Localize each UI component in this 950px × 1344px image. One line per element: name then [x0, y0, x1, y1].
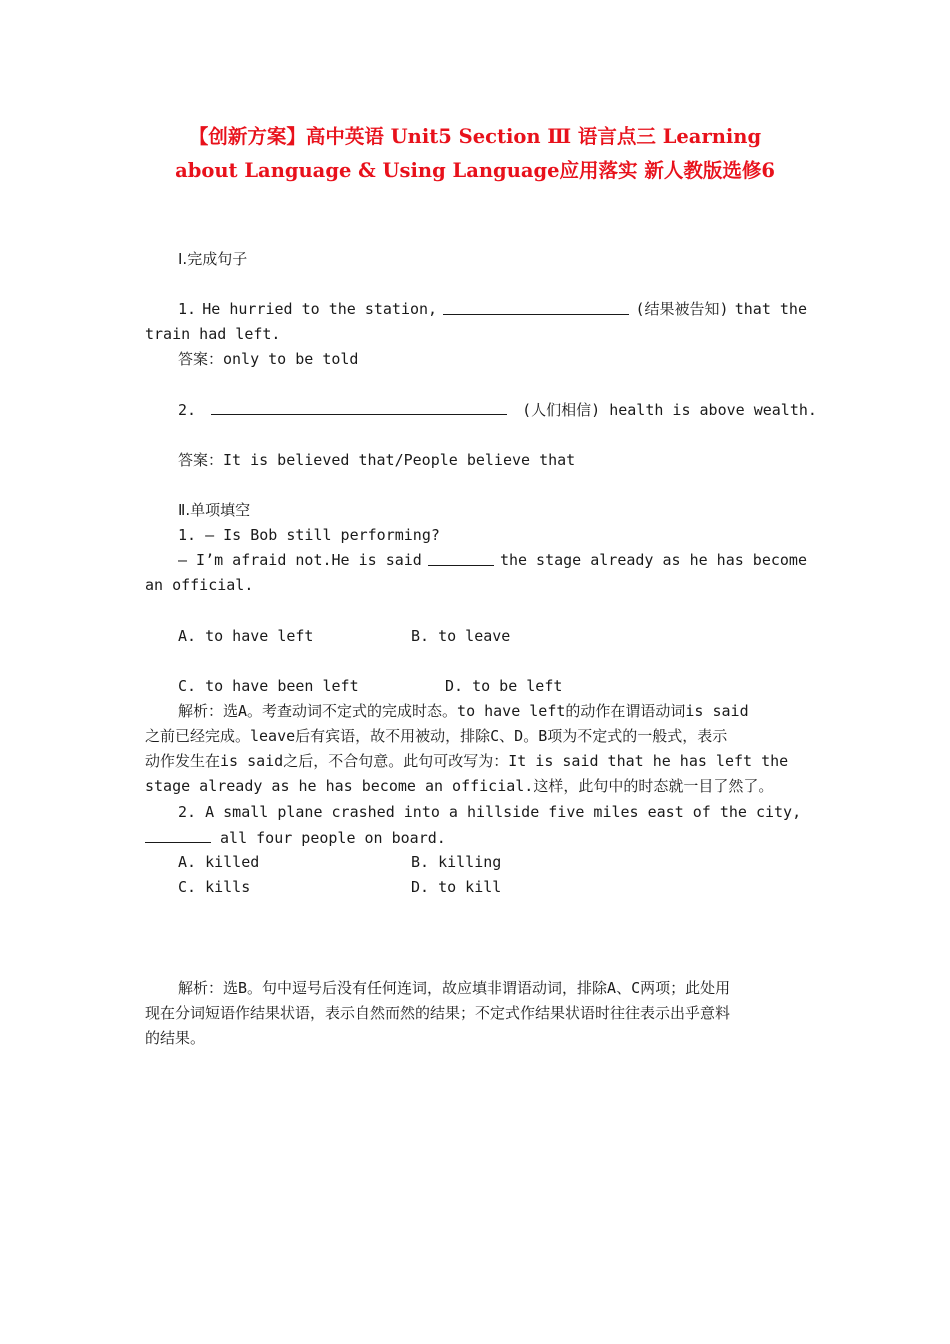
- s1-question1-line2: train had left.: [145, 325, 281, 343]
- q-text-end: that the: [734, 300, 807, 318]
- q-text: He hurried to the station,: [202, 300, 438, 318]
- s2-q1-explanation-line2: 之前已经完成。leave后有宾语，故不用被动，排除C、D。B项为不定式的一般式，表示: [145, 727, 728, 745]
- s2-q2-explanation-line2: 现在分词短语作结果状语，表示自然而然的结果；不定式作结果状语时往往表示出乎意料: [145, 1004, 731, 1022]
- q-text-end: the stage already as he has become: [499, 551, 807, 569]
- q-number: 1.: [178, 300, 197, 318]
- answer-blank[interactable]: [443, 299, 629, 315]
- option-a: A. to have left: [178, 627, 314, 645]
- s1-answer2: 答案：It is believed that/People believe that: [178, 451, 576, 469]
- s2-q1-explanation-line3: 动作发生在is said之后，不合句意。此句可改写为：It is said that he has left the: [145, 752, 789, 770]
- s1-question1-line1: [178, 299, 807, 319]
- s2-q1-explanation-line1: 解析：选A。考查动词不定式的完成时态。to have left的动作在谓语动词is said: [178, 702, 749, 720]
- s2-question2-line1: 2. A small plane crashed into a hillside five miles east of the city,: [178, 803, 802, 821]
- document-title-line2: about Language & Using Language应用落实 新人教版选修6: [175, 159, 775, 182]
- option-b: B. killing: [411, 853, 502, 871]
- option-c: C. to have been left: [178, 677, 359, 695]
- q-hint: (结果被告知): [635, 300, 729, 318]
- q-text: all four people on board.: [220, 829, 446, 847]
- section2-heading: Ⅱ.单项填空: [178, 501, 251, 519]
- s2-q1-explanation-line4: stage already as he has become an official.这样，此句中的时态就一目了然了。: [145, 777, 774, 795]
- answer-blank[interactable]: [428, 550, 494, 566]
- s2-q2-explanation-line1: 解析：选B。句中逗号后没有任何连词，故应填非谓语动词，排除A、C两项；此处用: [178, 979, 731, 997]
- s1-answer1: 答案：only to be told: [178, 350, 359, 368]
- option-c: C. kills: [178, 878, 251, 896]
- document-title-line1: 【创新方案】高中英语 Unit5 Section Ⅲ 语言点三 Learning: [188, 125, 762, 148]
- s1-question2: [178, 399, 817, 420]
- q-text: — I’m afraid not.He is said: [178, 551, 422, 569]
- s2-question1-line3: an official.: [145, 576, 254, 594]
- q-text: health is above wealth.: [609, 401, 817, 419]
- option-b: B. to leave: [411, 627, 511, 645]
- q-hint: (人们相信): [522, 401, 601, 419]
- answer-blank[interactable]: [145, 827, 211, 843]
- option-a: A. killed: [178, 853, 260, 871]
- s2-question1-line1: 1. — Is Bob still performing?: [178, 526, 440, 544]
- s2-q2-explanation-line3: 的结果。: [145, 1029, 206, 1047]
- option-d: D. to be left: [445, 677, 563, 695]
- s2-question2-line2: [145, 827, 446, 848]
- s2-question1-line2: [178, 550, 807, 570]
- answer-blank[interactable]: [211, 399, 507, 415]
- q-number: 2.: [178, 401, 197, 419]
- option-d: D. to kill: [411, 878, 502, 896]
- section1-heading: Ⅰ.完成句子: [178, 250, 248, 268]
